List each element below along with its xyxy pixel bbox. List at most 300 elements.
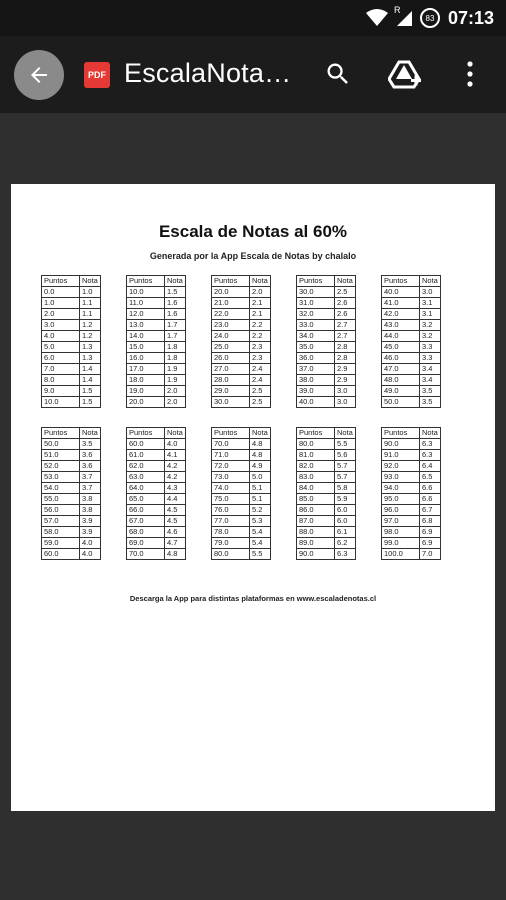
table-row [42, 309, 101, 320]
grade-cell: 3.9 [80, 527, 101, 538]
table-row [42, 353, 101, 364]
grade-cell: 2.0 [250, 287, 271, 298]
grade-table [126, 427, 186, 560]
table-row [42, 549, 101, 560]
grade-cell: 5.1 [250, 494, 271, 505]
table-row [127, 538, 186, 549]
grade-cell: 5.0 [250, 472, 271, 483]
points-cell: 98.0 [382, 527, 420, 538]
table-row [297, 342, 356, 353]
table-header-row [297, 428, 356, 439]
points-cell: 28.0 [212, 375, 250, 386]
grade-table [126, 275, 186, 408]
table-row [382, 494, 441, 505]
points-cell: 73.0 [212, 472, 250, 483]
grade-cell: 3.7 [80, 483, 101, 494]
grade-cell: 2.5 [335, 287, 356, 298]
table-row [42, 538, 101, 549]
points-cell: 94.0 [382, 483, 420, 494]
grade-cell: 4.0 [165, 439, 186, 450]
table-row [297, 364, 356, 375]
grade-cell: 6.9 [420, 527, 441, 538]
table-row [297, 450, 356, 461]
pdf-page[interactable] [11, 184, 495, 811]
table-row [297, 439, 356, 450]
points-cell: 18.0 [127, 375, 165, 386]
wifi-icon [366, 9, 388, 27]
table-row [212, 309, 271, 320]
table-row [212, 549, 271, 560]
table-row [297, 516, 356, 527]
points-cell: 54.0 [42, 483, 80, 494]
table-row [297, 461, 356, 472]
column-header-grade: Nota [250, 428, 271, 439]
grade-cell: 3.8 [80, 505, 101, 516]
points-cell: 78.0 [212, 527, 250, 538]
grade-cell: 2.6 [335, 309, 356, 320]
grade-cell: 4.7 [165, 538, 186, 549]
status-time: 07:13 [447, 7, 494, 28]
points-cell: 80.0 [212, 549, 250, 560]
table-row [127, 342, 186, 353]
table-row [127, 439, 186, 450]
grade-cell: 4.8 [250, 450, 271, 461]
grade-cell: 4.3 [165, 483, 186, 494]
grade-cell: 5.1 [250, 483, 271, 494]
points-cell: 11.0 [127, 298, 165, 309]
grade-cell: 4.1 [165, 450, 186, 461]
table-row [212, 298, 271, 309]
table-row [212, 538, 271, 549]
grade-cell: 2.0 [165, 386, 186, 397]
points-cell: 43.0 [382, 320, 420, 331]
grade-table [211, 275, 271, 408]
points-cell: 71.0 [212, 450, 250, 461]
page-heading: Escala de Notas al 60% [158, 222, 348, 241]
table-row [382, 461, 441, 472]
points-cell: 30.0 [297, 287, 335, 298]
grade-cell: 1.8 [165, 342, 186, 353]
grade-cell: 2.1 [250, 309, 271, 320]
arrow-left-icon [27, 63, 51, 87]
grade-cell: 3.3 [420, 353, 441, 364]
grade-cell: 1.1 [80, 309, 101, 320]
grade-cell: 2.4 [250, 364, 271, 375]
points-cell: 68.0 [127, 527, 165, 538]
table-row [42, 527, 101, 538]
grade-table [381, 275, 441, 408]
points-cell: 47.0 [382, 364, 420, 375]
grade-cell: 2.9 [335, 364, 356, 375]
grade-cell: 5.9 [335, 494, 356, 505]
column-header-points: Puntos [382, 428, 420, 439]
grade-cell: 5.5 [335, 439, 356, 450]
table-row [297, 483, 356, 494]
grade-cell: 3.9 [80, 516, 101, 527]
table-row [382, 505, 441, 516]
column-header-points: Puntos [212, 276, 250, 287]
table-row [382, 320, 441, 331]
points-cell: 1.0 [42, 298, 80, 309]
points-cell: 20.0 [127, 397, 165, 408]
table-row [382, 538, 441, 549]
table-row [127, 450, 186, 461]
points-cell: 97.0 [382, 516, 420, 527]
table-row [212, 494, 271, 505]
points-cell: 77.0 [212, 516, 250, 527]
table-row [127, 549, 186, 560]
table-row [127, 375, 186, 386]
table-row [42, 483, 101, 494]
battery-icon [420, 8, 440, 28]
grade-table [211, 427, 271, 560]
grade-cell: 5.8 [335, 483, 356, 494]
points-cell: 56.0 [42, 505, 80, 516]
points-cell: 26.0 [212, 353, 250, 364]
grade-cell: 3.0 [420, 287, 441, 298]
table-row [212, 353, 271, 364]
grade-cell: 6.6 [420, 494, 441, 505]
table-row [42, 342, 101, 353]
table-header-row [382, 276, 441, 287]
points-cell: 95.0 [382, 494, 420, 505]
table-row [382, 309, 441, 320]
table-row [42, 505, 101, 516]
table-row [127, 287, 186, 298]
points-cell: 86.0 [297, 505, 335, 516]
grade-cell: 6.0 [335, 505, 356, 516]
points-cell: 83.0 [297, 472, 335, 483]
points-cell: 51.0 [42, 450, 80, 461]
table-row [127, 386, 186, 397]
table-row [382, 483, 441, 494]
column-header-grade: Nota [420, 276, 441, 287]
points-cell: 40.0 [297, 397, 335, 408]
grade-cell: 1.5 [80, 386, 101, 397]
table-row [42, 397, 101, 408]
grade-cell: 6.7 [420, 505, 441, 516]
table-row [382, 375, 441, 386]
grade-table [41, 427, 101, 560]
grade-cell: 5.4 [250, 527, 271, 538]
table-row [382, 516, 441, 527]
points-cell: 27.0 [212, 364, 250, 375]
pdf-file-icon: PDF [84, 62, 110, 88]
table-row [297, 320, 356, 331]
grade-cell: 4.9 [250, 461, 271, 472]
grade-cell: 2.9 [335, 375, 356, 386]
table-row [42, 375, 101, 386]
table-row [297, 472, 356, 483]
grade-cell: 1.6 [165, 309, 186, 320]
table-row [42, 386, 101, 397]
table-header-row [297, 276, 356, 287]
table-row [42, 439, 101, 450]
table-row [212, 439, 271, 450]
grade-cell: 1.0 [80, 287, 101, 298]
points-cell: 67.0 [127, 516, 165, 527]
points-cell: 88.0 [297, 527, 335, 538]
grade-cell: 1.6 [165, 298, 186, 309]
grade-cell: 4.2 [165, 461, 186, 472]
grade-cell: 5.5 [250, 549, 271, 560]
points-cell: 19.0 [127, 386, 165, 397]
points-cell: 70.0 [127, 549, 165, 560]
points-cell: 33.0 [297, 320, 335, 331]
grade-cell: 5.7 [335, 472, 356, 483]
points-cell: 10.0 [127, 287, 165, 298]
points-cell: 31.0 [297, 298, 335, 309]
points-cell: 20.0 [212, 287, 250, 298]
points-cell: 29.0 [212, 386, 250, 397]
points-cell: 50.0 [42, 439, 80, 450]
grade-cell: 4.8 [250, 439, 271, 450]
table-row [212, 483, 271, 494]
grade-cell: 3.3 [420, 342, 441, 353]
points-cell: 61.0 [127, 450, 165, 461]
table-row [382, 472, 441, 483]
table-row [42, 516, 101, 527]
table-row [297, 397, 356, 408]
points-cell: 64.0 [127, 483, 165, 494]
column-header-grade: Nota [80, 428, 101, 439]
grade-cell: 6.1 [335, 527, 356, 538]
column-header-points: Puntos [127, 276, 165, 287]
grade-cell: 5.4 [250, 538, 271, 549]
grade-cell: 6.3 [335, 549, 356, 560]
points-cell: 12.0 [127, 309, 165, 320]
grade-cell: 3.4 [420, 375, 441, 386]
table-row [212, 516, 271, 527]
grade-cell: 1.9 [165, 364, 186, 375]
points-cell: 59.0 [42, 538, 80, 549]
points-cell: 41.0 [382, 298, 420, 309]
table-header-row [127, 428, 186, 439]
column-header-points: Puntos [297, 276, 335, 287]
column-header-points: Puntos [297, 428, 335, 439]
table-row [127, 527, 186, 538]
table-row [212, 287, 271, 298]
table-row [42, 287, 101, 298]
grade-cell: 5.7 [335, 461, 356, 472]
column-header-grade: Nota [165, 428, 186, 439]
grade-cell: 1.3 [80, 342, 101, 353]
grade-cell: 1.1 [80, 298, 101, 309]
grade-cell: 2.7 [335, 320, 356, 331]
grade-cell: 1.4 [80, 364, 101, 375]
table-row [212, 342, 271, 353]
points-cell: 69.0 [127, 538, 165, 549]
points-cell: 44.0 [382, 331, 420, 342]
grade-cell: 5.6 [335, 450, 356, 461]
table-row [127, 320, 186, 331]
points-cell: 46.0 [382, 353, 420, 364]
points-cell: 4.0 [42, 331, 80, 342]
back-button[interactable] [14, 50, 64, 100]
more-vert-icon [458, 60, 482, 88]
grade-cell: 3.5 [420, 397, 441, 408]
grade-cell: 3.7 [80, 472, 101, 483]
points-cell: 38.0 [297, 375, 335, 386]
grade-cell: 1.9 [165, 375, 186, 386]
points-cell: 8.0 [42, 375, 80, 386]
grade-cell: 6.9 [420, 538, 441, 549]
grade-table [296, 275, 356, 408]
grade-cell: 4.6 [165, 527, 186, 538]
table-row [297, 527, 356, 538]
points-cell: 89.0 [297, 538, 335, 549]
more-options-button[interactable] [458, 60, 482, 88]
table-row [382, 298, 441, 309]
table-row [297, 494, 356, 505]
table-row [297, 538, 356, 549]
table-header-row [42, 428, 101, 439]
table-row [212, 450, 271, 461]
table-row [297, 549, 356, 560]
grade-cell: 3.2 [420, 331, 441, 342]
grade-cell: 3.6 [80, 450, 101, 461]
table-row [127, 472, 186, 483]
signal-icon [393, 5, 412, 27]
table-row [212, 505, 271, 516]
table-row [297, 309, 356, 320]
grade-cell: 2.1 [250, 298, 271, 309]
grade-cell: 4.5 [165, 505, 186, 516]
grade-cell: 1.7 [165, 331, 186, 342]
grade-cell: 1.2 [80, 331, 101, 342]
points-cell: 57.0 [42, 516, 80, 527]
grade-cell: 6.2 [335, 538, 356, 549]
table-row [382, 439, 441, 450]
grade-cell: 3.0 [335, 386, 356, 397]
grade-cell: 1.5 [165, 287, 186, 298]
grade-cell: 3.1 [420, 309, 441, 320]
grade-cell: 3.0 [335, 397, 356, 408]
points-cell: 87.0 [297, 516, 335, 527]
points-cell: 42.0 [382, 309, 420, 320]
table-header-row [127, 276, 186, 287]
table-row [297, 353, 356, 364]
points-cell: 7.0 [42, 364, 80, 375]
table-row [127, 483, 186, 494]
points-cell: 15.0 [127, 342, 165, 353]
grade-cell: 2.8 [335, 342, 356, 353]
drive-add-icon [388, 60, 422, 90]
grade-cell: 3.5 [420, 386, 441, 397]
table-row [212, 472, 271, 483]
table-row [42, 450, 101, 461]
grade-cell: 1.3 [80, 353, 101, 364]
column-header-grade: Nota [335, 276, 356, 287]
app-bar [0, 36, 506, 113]
points-cell: 34.0 [297, 331, 335, 342]
document-title: EscalaNota… [124, 58, 292, 88]
grade-cell: 2.5 [250, 397, 271, 408]
points-cell: 48.0 [382, 375, 420, 386]
table-row [42, 461, 101, 472]
table-row [297, 375, 356, 386]
points-cell: 80.0 [297, 439, 335, 450]
search-button[interactable] [324, 60, 352, 88]
points-cell: 82.0 [297, 461, 335, 472]
grade-cell: 2.4 [250, 375, 271, 386]
table-row [42, 472, 101, 483]
grade-cell: 4.2 [165, 472, 186, 483]
points-cell: 66.0 [127, 505, 165, 516]
table-row [127, 397, 186, 408]
points-cell: 3.0 [42, 320, 80, 331]
points-cell: 30.0 [212, 397, 250, 408]
points-cell: 2.0 [42, 309, 80, 320]
status-bar [0, 0, 506, 36]
points-cell: 100.0 [382, 549, 420, 560]
points-cell: 49.0 [382, 386, 420, 397]
points-cell: 40.0 [382, 287, 420, 298]
grade-cell: 2.6 [335, 298, 356, 309]
points-cell: 22.0 [212, 309, 250, 320]
points-cell: 35.0 [297, 342, 335, 353]
points-cell: 58.0 [42, 527, 80, 538]
points-cell: 53.0 [42, 472, 80, 483]
grade-cell: 4.5 [165, 516, 186, 527]
grade-cell: 2.3 [250, 342, 271, 353]
grade-cell: 5.2 [250, 505, 271, 516]
points-cell: 50.0 [382, 397, 420, 408]
table-row [297, 298, 356, 309]
points-cell: 63.0 [127, 472, 165, 483]
table-row [297, 386, 356, 397]
points-cell: 90.0 [382, 439, 420, 450]
points-cell: 17.0 [127, 364, 165, 375]
column-header-grade: Nota [250, 276, 271, 287]
points-cell: 75.0 [212, 494, 250, 505]
grade-cell: 6.5 [420, 472, 441, 483]
points-cell: 9.0 [42, 386, 80, 397]
table-header-row [212, 428, 271, 439]
table-row [42, 320, 101, 331]
grade-cell: 5.3 [250, 516, 271, 527]
status-icons [366, 0, 494, 36]
table-row [127, 364, 186, 375]
grade-cell: 4.4 [165, 494, 186, 505]
points-cell: 91.0 [382, 450, 420, 461]
points-cell: 10.0 [42, 397, 80, 408]
table-row [382, 397, 441, 408]
grade-cell: 4.0 [80, 538, 101, 549]
page-subtitle: Generada por la App Escala de Notas by chalalo [149, 251, 357, 261]
table-row [127, 461, 186, 472]
table-row [42, 298, 101, 309]
points-cell: 25.0 [212, 342, 250, 353]
points-cell: 72.0 [212, 461, 250, 472]
column-header-grade: Nota [80, 276, 101, 287]
grade-cell: 3.5 [80, 439, 101, 450]
table-header-row [382, 428, 441, 439]
table-row [297, 505, 356, 516]
grade-cell: 3.8 [80, 494, 101, 505]
add-to-drive-button[interactable] [388, 60, 422, 90]
points-cell: 85.0 [297, 494, 335, 505]
points-cell: 32.0 [297, 309, 335, 320]
table-row [212, 386, 271, 397]
column-header-grade: Nota [335, 428, 356, 439]
table-row [212, 331, 271, 342]
points-cell: 0.0 [42, 287, 80, 298]
table-row [382, 386, 441, 397]
points-cell: 70.0 [212, 439, 250, 450]
points-cell: 39.0 [297, 386, 335, 397]
points-cell: 13.0 [127, 320, 165, 331]
